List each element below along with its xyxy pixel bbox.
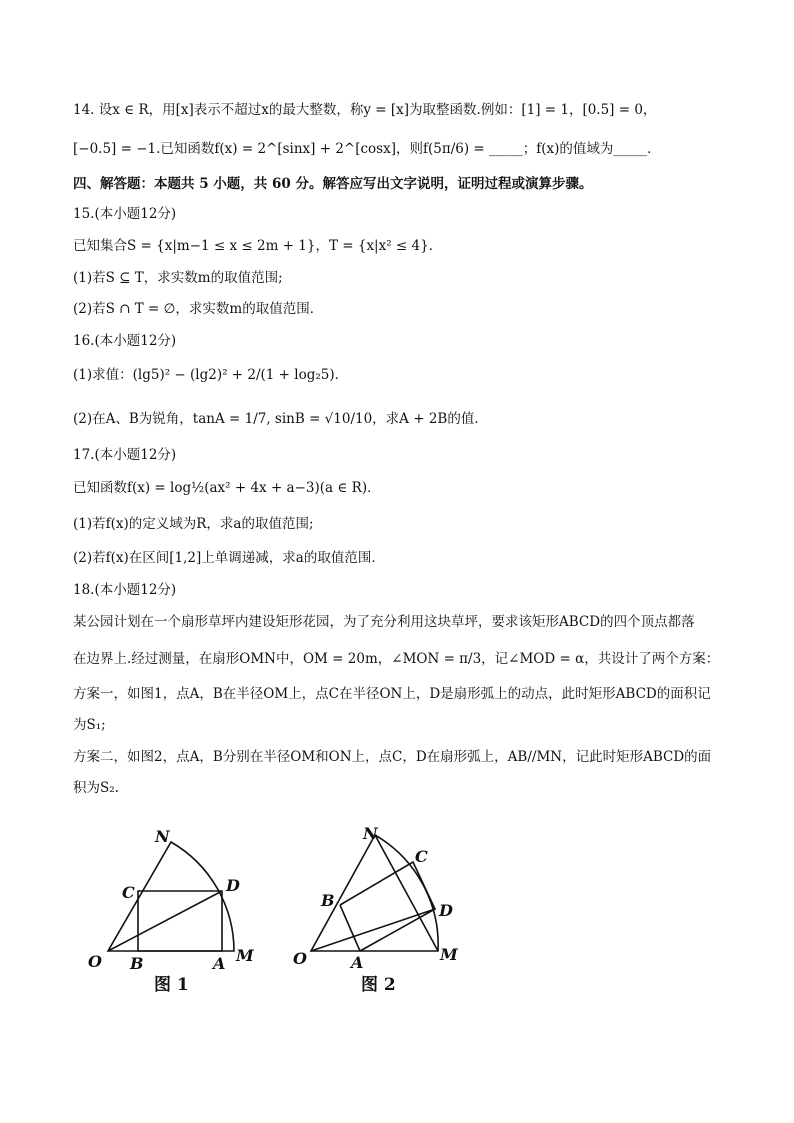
problem-16-part-2: (2)在A、B为锐角，tanA = 1/7, sinB = √10/10，求A + 2B的值． <box>73 411 488 427</box>
figure-1 <box>80 820 270 1000</box>
figure-1-label-n: N <box>155 827 170 846</box>
figure-2-label-n: N <box>363 824 378 843</box>
problem-18-line-6: 积为S₂. <box>73 780 119 796</box>
figure-1-label-d: D <box>226 876 240 895</box>
section-four-heading: 四、解答题：本题共 5 小题，共 60 分。解答应写出文字说明，证明过程或演算步骤。 <box>73 176 593 192</box>
figure-2-label-m: M <box>440 945 458 964</box>
figure-1-label-m: M <box>236 946 254 965</box>
problem-15-part-1: (1)若S ⊆ T，求实数m的取值范围; <box>73 270 283 286</box>
figure-2-label-b: B <box>321 891 335 910</box>
problem-14-line-1: 14. 设x ∈ R，用[x]表示不超过x的最大整数，称y = [x]为取整函数.例如：[1] = 1，[0.5] = 0， <box>73 102 657 118</box>
figure-2-label-c: C <box>415 847 428 866</box>
figure-2 <box>285 820 475 1000</box>
problem-18-header: 18.(本小题12分) <box>73 582 177 598</box>
problem-18-line-4: 为S₁; <box>73 717 106 733</box>
problem-17-statement: 已知函数f(x) = log½(ax² + 4x + a−3)(a ∈ R)． <box>73 480 381 496</box>
figure-2-label-d: D <box>439 901 453 920</box>
figure-1-label-b: B <box>130 954 144 973</box>
figure-2-segment-ba <box>340 905 360 951</box>
problem-15-part-2: (2)若S ∩ T = ∅，求实数m的取值范围． <box>73 301 324 317</box>
problem-15-statement: 已知集合S = {x|m−1 ≤ x ≤ 2m + 1}，T = {x|x² ≤ 4}． <box>73 238 443 254</box>
figure-2-label-o: O <box>293 949 307 968</box>
problem-17-header: 17.(本小题12分) <box>73 447 177 463</box>
problem-18-line-2: 在边界上.经过测量，在扇形OMN中，OM = 20m，∠MON = π/3，记∠MOD = α，共设计了两个方案： <box>73 651 720 667</box>
figure-2-label-a: A <box>351 953 364 972</box>
problem-15-header: 15.(本小题12分) <box>73 206 177 222</box>
figure-1-label-c: C <box>122 883 135 902</box>
problem-14-line-2: [−0.5] = −1.已知函数f(x) = 2^[sinx] + 2^[cosx]，则f(5π/6) = _____；f(x)的值域为_____． <box>73 141 661 157</box>
problem-17-part-2: (2)若f(x)在区间[1,2]上单调递减，求a的取值范围． <box>73 550 385 566</box>
figure-2-segment-nm <box>375 835 438 951</box>
figure-1-rectangle-abcd <box>138 891 222 951</box>
figure-2-segment-od <box>311 909 435 951</box>
problem-18-line-3: 方案一，如图1，点A，B在半径OM上，点C在半径ON上，D是扇形弧上的动点，此时矩形ABCD的面积记 <box>73 686 711 702</box>
problem-18-line-1: 某公园计划在一个扇形草坪内建设矩形花园，为了充分利用这块草坪，要求该矩形ABCD的四个顶点都落 <box>73 614 695 630</box>
figure-1-label-o: O <box>88 952 102 971</box>
problem-16-part-1: (1)求值：(lg5)² − (lg2)² + 2/(1 + log₂5)． <box>73 367 349 383</box>
problem-16-header: 16.(本小题12分) <box>73 333 177 349</box>
figure-1-caption: 图 1 <box>154 975 189 995</box>
problem-18-line-5: 方案二，如图2，点A，B分别在半径OM和ON上，点C，D在扇形弧上，AB//MN，记此时矩形ABCD的面 <box>73 749 712 765</box>
figure-1-label-a: A <box>213 954 226 973</box>
problem-17-part-1: (1)若f(x)的定义域为R，求a的取值范围; <box>73 516 314 532</box>
figure-2-caption: 图 2 <box>361 975 396 995</box>
